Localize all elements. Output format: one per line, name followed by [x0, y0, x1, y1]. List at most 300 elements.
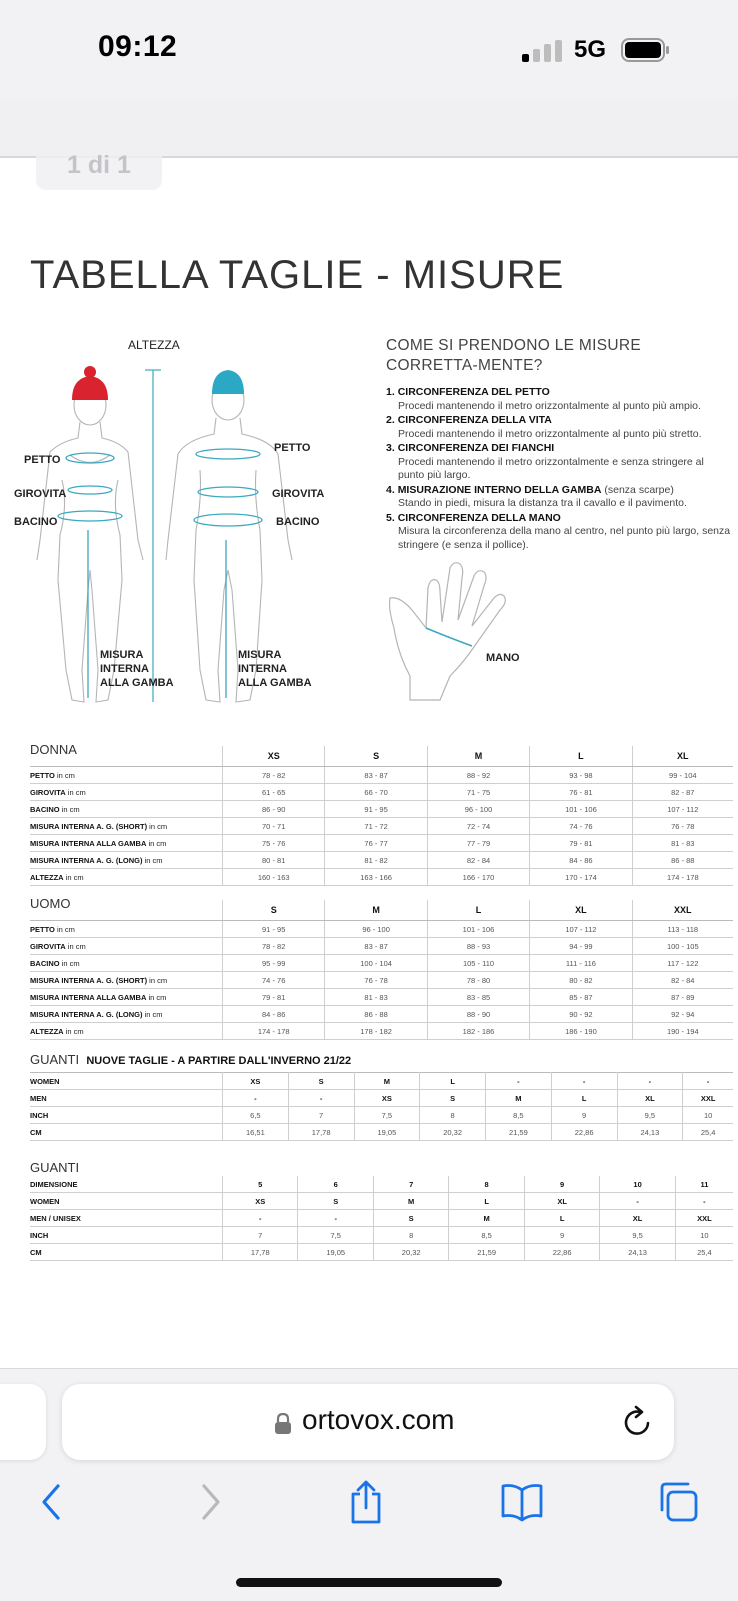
table-cell: 81 - 83 — [632, 835, 733, 852]
table-cell: 170 - 174 — [530, 869, 632, 886]
table-cell: 166 - 170 — [427, 869, 529, 886]
table-cell: - — [675, 1193, 733, 1210]
instruction-heading: CIRCONFERENZA DELLA VITA — [397, 414, 552, 426]
row-label-text: ALTEZZA — [30, 1026, 64, 1036]
table-cell: 111 - 116 — [530, 955, 632, 972]
hand-illustration — [380, 558, 540, 708]
instruction-item — [386, 484, 731, 511]
row-label-text: DIMENSIONE — [30, 1179, 78, 1189]
table-cell: - — [683, 1073, 733, 1090]
row-unit: in cm — [142, 855, 163, 865]
table-cell: 105 - 110 — [427, 955, 529, 972]
table-cell: 17,78 — [223, 1244, 298, 1261]
table-cell: 9 — [524, 1176, 599, 1193]
table-row — [30, 1227, 733, 1244]
table-cell: 21,59 — [449, 1244, 524, 1261]
table-cell: 79 - 81 — [223, 989, 325, 1006]
size-table-donna — [30, 746, 733, 886]
table-header-row — [30, 746, 733, 767]
table-cell: M — [486, 1090, 552, 1107]
table-cell: M — [354, 1073, 420, 1090]
table-cell: 86 - 88 — [325, 1006, 427, 1023]
table-cell: 22,86 — [524, 1244, 599, 1261]
size-header: XXL — [632, 900, 733, 921]
row-label-text: MISURA INTERNA ALLA GAMBA — [30, 838, 147, 848]
document-title: TABELLA TAGLIE - MISURE — [30, 253, 565, 297]
table-cell: 11 — [675, 1176, 733, 1193]
table-cell: 9 — [551, 1107, 617, 1124]
cellular-signal-icon — [522, 40, 564, 62]
table-cell: 88 - 90 — [427, 1006, 529, 1023]
size-header: M — [325, 900, 427, 921]
table-cell: 6,5 — [223, 1107, 289, 1124]
label-bacino-women: BACINO — [14, 516, 58, 528]
instruction-desc: Procedi mantenendo il metro orizzontalmente al punto più ampio. — [398, 399, 701, 412]
row-label — [30, 1244, 223, 1261]
table-cell: 80 - 82 — [530, 972, 632, 989]
table-cell: 74 - 76 — [223, 972, 325, 989]
row-label — [30, 784, 223, 801]
table-cell: 79 - 81 — [530, 835, 632, 852]
table-cell: 9 — [524, 1227, 599, 1244]
table-header-row — [30, 900, 733, 921]
row-label — [30, 921, 223, 938]
label-girovita-men: GIROVITA — [272, 488, 325, 500]
row-unit: in cm — [146, 992, 167, 1002]
label-petto-men: PETTO — [274, 442, 311, 454]
size-header: XS — [223, 746, 325, 767]
table-cell: 81 - 83 — [325, 989, 427, 1006]
instruction-desc: Procedi mantenendo il metro orizzontalmente al punto più stretto. — [398, 427, 702, 440]
table-row — [30, 938, 733, 955]
table-row — [30, 767, 733, 784]
row-label-text: PETTO — [30, 770, 55, 780]
table-cell: 92 - 94 — [632, 1006, 733, 1023]
table-cell: 76 - 77 — [325, 835, 427, 852]
lock-icon — [274, 1413, 292, 1435]
row-label — [30, 1176, 223, 1193]
row-label-text: ALTEZZA — [30, 872, 64, 882]
table-row — [30, 1090, 733, 1107]
table-cell: 190 - 194 — [632, 1023, 733, 1040]
table-row — [30, 835, 733, 852]
table-cell: 10 — [675, 1227, 733, 1244]
instruction-desc: Stando in piedi, misura la distanza tra il cavallo e il pavimento. — [398, 497, 687, 509]
row-unit: in cm — [59, 958, 80, 968]
instruction-number: 1. — [386, 386, 395, 398]
url-text[interactable]: ortovox.com — [302, 1404, 455, 1435]
table-row — [30, 784, 733, 801]
row-label-text: MISURA INTERNA A. G. (SHORT) — [30, 821, 148, 831]
label-inseam-line1: MISURA — [238, 649, 282, 661]
table-cell: 9,5 — [617, 1107, 683, 1124]
table-row — [30, 852, 733, 869]
table-cell: 91 - 95 — [325, 801, 427, 818]
table-cell: L — [551, 1090, 617, 1107]
table-title-donna: DONNA — [30, 742, 77, 757]
size-header: L — [530, 746, 632, 767]
table-cell: 20,32 — [373, 1244, 448, 1261]
row-label-text: MEN — [30, 1093, 47, 1103]
table-cell: 9,5 — [600, 1227, 675, 1244]
table-cell: L — [420, 1073, 486, 1090]
row-label-text: INCH — [30, 1230, 49, 1240]
table-cell: 84 - 86 — [530, 852, 632, 869]
table-cell: 107 - 112 — [530, 921, 632, 938]
table-row — [30, 818, 733, 835]
table-cell: 77 - 79 — [427, 835, 529, 852]
label-inseam-line1: MISURA — [100, 649, 144, 661]
row-label — [30, 852, 223, 869]
glove-table-new — [30, 1072, 733, 1141]
row-label — [30, 938, 223, 955]
table-cell: 163 - 166 — [325, 869, 427, 886]
table-cell: 78 - 82 — [223, 767, 325, 784]
table-cell: 160 - 163 — [223, 869, 325, 886]
row-label-text: MISURA INTERNA A. G. (SHORT) — [30, 975, 148, 985]
table-row — [30, 1176, 733, 1193]
table-cell: - — [551, 1073, 617, 1090]
table-cell: 61 - 65 — [223, 784, 325, 801]
table-cell: 95 - 99 — [223, 955, 325, 972]
table-cell: 96 - 100 — [325, 921, 427, 938]
table-header-empty — [30, 900, 223, 921]
previous-tab-preview[interactable] — [0, 1384, 46, 1460]
size-header: S — [325, 746, 427, 767]
table-cell: 19,05 — [354, 1124, 420, 1141]
row-label-text: WOMEN — [30, 1196, 60, 1206]
table-row — [30, 921, 733, 938]
battery-icon — [621, 38, 671, 62]
label-bacino-men: BACINO — [276, 516, 320, 528]
table-cell: 7 — [288, 1107, 354, 1124]
table-cell: 174 - 178 — [223, 1023, 325, 1040]
tabs-icon[interactable] — [658, 1480, 700, 1524]
table-cell: 107 - 112 — [632, 801, 733, 818]
size-header: M — [427, 746, 529, 767]
table-cell: 90 - 92 — [530, 1006, 632, 1023]
table-cell: S — [288, 1073, 354, 1090]
table-cell: XXL — [675, 1210, 733, 1227]
row-label — [30, 1090, 223, 1107]
table-cell: 82 - 84 — [632, 972, 733, 989]
row-label — [30, 1227, 223, 1244]
table-cell: XL — [617, 1090, 683, 1107]
table-cell: 83 - 87 — [325, 767, 427, 784]
row-label-text: INCH — [30, 1110, 49, 1120]
status-time: 09:12 — [98, 30, 178, 63]
instruction-extra: (senza scarpe) — [601, 483, 674, 496]
label-altezza: ALTEZZA — [128, 338, 180, 352]
instruction-desc: Misura la circonferenza della mano al centro, nel punto più largo, senza stringere (e senza il pollice). — [398, 525, 731, 551]
table-cell: 66 - 70 — [325, 784, 427, 801]
table-cell: - — [600, 1193, 675, 1210]
table-cell: M — [373, 1193, 448, 1210]
share-icon[interactable] — [348, 1480, 384, 1524]
table-cell: 25,4 — [683, 1124, 733, 1141]
measure-instructions — [386, 336, 731, 553]
instructions-title: COME SI PRENDONO LE MISURE CORRETTA-MENTE? — [386, 337, 641, 374]
table-cell: 8 — [420, 1107, 486, 1124]
table-cell: 174 - 178 — [632, 869, 733, 886]
label-inseam-line3: ALLA GAMBA — [238, 677, 312, 689]
table-cell: 72 - 74 — [427, 818, 529, 835]
table-cell: S — [298, 1193, 373, 1210]
table-cell: 76 - 81 — [530, 784, 632, 801]
row-label — [30, 1073, 223, 1090]
row-unit: in cm — [147, 821, 168, 831]
instruction-number: 5. — [386, 511, 395, 524]
size-table-uomo — [30, 900, 733, 1040]
table-row — [30, 1124, 733, 1141]
table-cell: XL — [600, 1210, 675, 1227]
table-cell: 94 - 99 — [530, 938, 632, 955]
row-label-text: BACINO — [30, 804, 60, 814]
table-cell: 84 - 86 — [223, 1006, 325, 1023]
row-label — [30, 1107, 223, 1124]
instruction-heading: CIRCONFERENZA DELLA MANO — [397, 511, 561, 524]
table-cell: 88 - 92 — [427, 767, 529, 784]
row-unit: in cm — [147, 975, 168, 985]
row-label — [30, 835, 223, 852]
table-cell: 5 — [223, 1176, 298, 1193]
label-girovita-women: GIROVITA — [14, 488, 67, 500]
row-unit: in cm — [54, 770, 75, 780]
instruction-number: 3. — [386, 442, 395, 454]
row-label — [30, 818, 223, 835]
table-cell: 76 - 78 — [325, 972, 427, 989]
label-inseam-line2: INTERNA — [100, 663, 149, 675]
table-row — [30, 1073, 733, 1090]
table-row — [30, 1244, 733, 1261]
instruction-heading: CIRCONFERENZA DEL PETTO — [397, 386, 550, 398]
table-cell: 85 - 87 — [530, 989, 632, 1006]
table-cell: 83 - 87 — [325, 938, 427, 955]
table-cell: 7 — [373, 1176, 448, 1193]
row-label-text: MISURA INTERNA A. G. (LONG) — [30, 1009, 143, 1019]
table-cell: M — [449, 1210, 524, 1227]
table-cell: 78 - 82 — [223, 938, 325, 955]
row-unit: in cm — [63, 1026, 84, 1036]
table-cell: S — [373, 1210, 448, 1227]
table-cell: 82 - 87 — [632, 784, 733, 801]
label-inseam-men — [238, 648, 312, 690]
table-cell: L — [449, 1193, 524, 1210]
table-cell: 7,5 — [354, 1107, 420, 1124]
reload-icon[interactable] — [622, 1405, 654, 1439]
table-title-guanti: GUANTI — [30, 1160, 80, 1175]
table-row — [30, 1193, 733, 1210]
label-mano: MANO — [486, 652, 520, 664]
row-label-text: GIROVITA — [30, 787, 66, 797]
table-cell: - — [617, 1073, 683, 1090]
table-cell: - — [486, 1073, 552, 1090]
table-row — [30, 1023, 733, 1040]
page-indicator: 1 di 1 — [36, 140, 162, 190]
table-cell: 96 - 100 — [427, 801, 529, 818]
row-label — [30, 801, 223, 818]
row-label — [30, 955, 223, 972]
table-cell: 71 - 75 — [427, 784, 529, 801]
table-cell: XS — [223, 1193, 298, 1210]
size-header: L — [427, 900, 529, 921]
row-label-text: CM — [30, 1247, 42, 1257]
table-cell: 7 — [223, 1227, 298, 1244]
row-unit: in cm — [63, 872, 84, 882]
size-header: S — [223, 900, 325, 921]
table-cell: 25,4 — [675, 1244, 733, 1261]
label-inseam-line3: ALLA GAMBA — [100, 677, 174, 689]
back-icon[interactable] — [36, 1480, 66, 1524]
table-cell: 8 — [449, 1176, 524, 1193]
table-cell: - — [223, 1090, 289, 1107]
instruction-item — [386, 386, 731, 413]
table-cell: 87 - 89 — [632, 989, 733, 1006]
table-cell: 91 - 95 — [223, 921, 325, 938]
home-indicator — [236, 1578, 502, 1587]
table-cell: 20,32 — [420, 1124, 486, 1141]
instruction-heading: MISURAZIONE INTERNO DELLA GAMBA — [397, 483, 602, 496]
row-unit: in cm — [142, 1009, 163, 1019]
table-header-empty — [30, 746, 223, 767]
instruction-number: 4. — [386, 483, 395, 496]
row-label-text: CM — [30, 1127, 42, 1137]
status-bar — [0, 0, 738, 100]
row-unit: in cm — [146, 838, 167, 848]
table-cell: 86 - 88 — [632, 852, 733, 869]
row-unit: in cm — [59, 804, 80, 814]
guanti-subtitle: NUOVE TAGLIE - A PARTIRE DALL'INVERNO 21/22 — [86, 1055, 352, 1067]
row-label — [30, 1193, 223, 1210]
table-cell: - — [298, 1210, 373, 1227]
table-cell: 24,13 — [600, 1244, 675, 1261]
row-unit: in cm — [65, 941, 86, 951]
table-title-guanti-new — [30, 1052, 351, 1067]
table-row — [30, 869, 733, 886]
table-cell: XL — [524, 1193, 599, 1210]
table-cell: 101 - 106 — [427, 921, 529, 938]
label-petto-women: PETTO — [24, 454, 61, 466]
table-cell: 8,5 — [486, 1107, 552, 1124]
table-cell: 80 - 81 — [223, 852, 325, 869]
instruction-heading: CIRCONFERENZA DEI FIANCHI — [397, 442, 555, 454]
table-cell: 74 - 76 — [530, 818, 632, 835]
table-cell: 117 - 122 — [632, 955, 733, 972]
table-cell: XS — [354, 1090, 420, 1107]
table-cell: - — [223, 1210, 298, 1227]
table-cell: 178 - 182 — [325, 1023, 427, 1040]
table-cell: 186 - 190 — [530, 1023, 632, 1040]
row-label-text: MEN / UNISEX — [30, 1213, 81, 1223]
row-label — [30, 1023, 223, 1040]
bookmarks-icon[interactable] — [500, 1480, 544, 1524]
table-cell: 71 - 72 — [325, 818, 427, 835]
table-cell: 17,78 — [288, 1124, 354, 1141]
network-type: 5G — [574, 36, 607, 63]
table-cell: 182 - 186 — [427, 1023, 529, 1040]
table-cell: 16,51 — [223, 1124, 289, 1141]
row-label — [30, 1006, 223, 1023]
table-cell: 6 — [298, 1176, 373, 1193]
row-label-text: WOMEN — [30, 1076, 60, 1086]
instruction-desc: Procedi mantenendo il metro orizzontalmente e senza stringere al punto più largo. — [398, 455, 704, 481]
table-cell: 70 - 71 — [223, 818, 325, 835]
row-label-text: MISURA INTERNA ALLA GAMBA — [30, 992, 147, 1002]
table-cell: 10 — [600, 1176, 675, 1193]
table-cell: 99 - 104 — [632, 767, 733, 784]
table-cell: 10 — [683, 1107, 733, 1124]
table-cell: 21,59 — [486, 1124, 552, 1141]
table-cell: 19,05 — [298, 1244, 373, 1261]
table-cell: 81 - 82 — [325, 852, 427, 869]
table-cell: 100 - 104 — [325, 955, 427, 972]
size-header: XL — [632, 746, 733, 767]
row-label-text: MISURA INTERNA A. G. (LONG) — [30, 855, 143, 865]
glove-table — [30, 1176, 733, 1261]
table-cell: XXL — [683, 1090, 733, 1107]
table-row — [30, 1107, 733, 1124]
row-label — [30, 1124, 223, 1141]
forward-icon[interactable] — [196, 1480, 226, 1524]
instruction-item — [386, 442, 731, 483]
row-label-text: BACINO — [30, 958, 60, 968]
table-row — [30, 955, 733, 972]
instruction-item — [386, 512, 731, 553]
table-cell: 78 - 80 — [427, 972, 529, 989]
table-cell: L — [524, 1210, 599, 1227]
row-unit: in cm — [54, 924, 75, 934]
table-cell: 8 — [373, 1227, 448, 1244]
row-label — [30, 1210, 223, 1227]
table-cell: - — [288, 1090, 354, 1107]
row-label-text: GIROVITA — [30, 941, 66, 951]
instruction-item — [386, 414, 731, 441]
table-row — [30, 989, 733, 1006]
guanti-title: GUANTI — [30, 1052, 80, 1067]
table-row — [30, 972, 733, 989]
label-inseam-women — [100, 648, 174, 690]
row-label — [30, 869, 223, 886]
instruction-number: 2. — [386, 414, 395, 426]
table-cell: 22,86 — [551, 1124, 617, 1141]
table-cell: 100 - 105 — [632, 938, 733, 955]
table-cell: 86 - 90 — [223, 801, 325, 818]
size-header: XL — [530, 900, 632, 921]
row-unit: in cm — [65, 787, 86, 797]
table-cell: 83 - 85 — [427, 989, 529, 1006]
table-cell: 75 - 76 — [223, 835, 325, 852]
table-cell: 24,13 — [617, 1124, 683, 1141]
table-title-uomo: UOMO — [30, 896, 71, 911]
table-cell: 8,5 — [449, 1227, 524, 1244]
table-cell: 82 - 84 — [427, 852, 529, 869]
label-inseam-line2: INTERNA — [238, 663, 287, 675]
table-cell: 113 - 118 — [632, 921, 733, 938]
table-cell: 93 - 98 — [530, 767, 632, 784]
body-measure-figure — [10, 330, 370, 710]
row-label — [30, 989, 223, 1006]
table-cell: XS — [223, 1073, 289, 1090]
table-row — [30, 801, 733, 818]
table-row — [30, 1210, 733, 1227]
row-label-text: PETTO — [30, 924, 55, 934]
table-row — [30, 1006, 733, 1023]
table-cell: S — [420, 1090, 486, 1107]
table-cell: 88 - 93 — [427, 938, 529, 955]
table-cell: 101 - 106 — [530, 801, 632, 818]
table-cell: 7,5 — [298, 1227, 373, 1244]
row-label — [30, 767, 223, 784]
